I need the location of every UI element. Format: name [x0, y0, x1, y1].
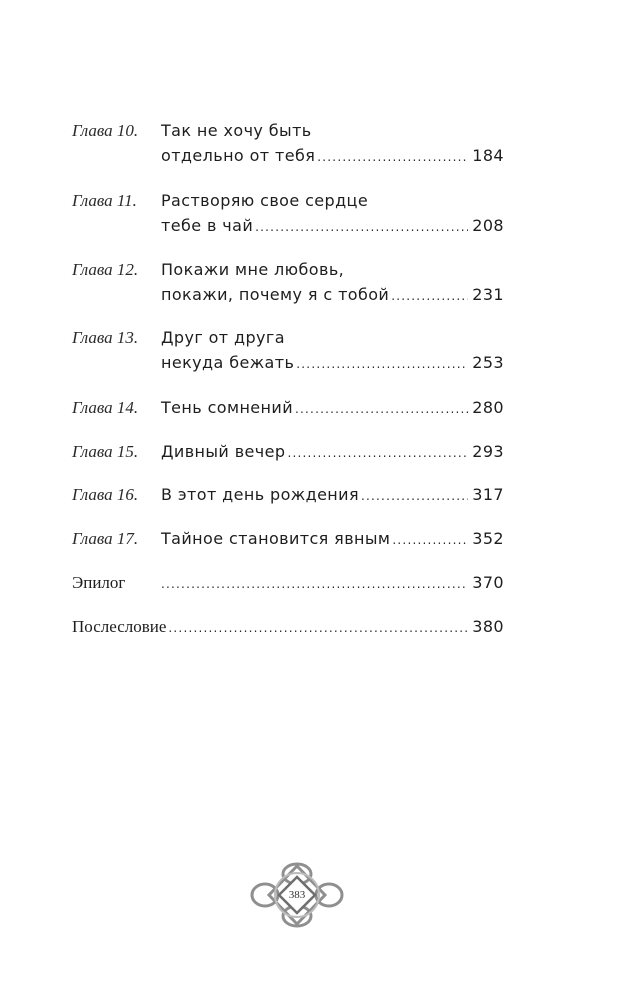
page-reference: 380 — [472, 617, 504, 636]
dot-leader — [161, 572, 468, 597]
page-reference: 184 — [472, 146, 504, 165]
page-reference: 280 — [472, 398, 504, 417]
afterword-label: Послесловие — [72, 617, 167, 636]
page-reference: 253 — [472, 353, 504, 372]
dot-leader — [287, 441, 468, 466]
chapter-title-line1: Покажи мне любовь, — [161, 260, 345, 279]
chapter-title-line2: покажи, почему я с тобой — [161, 285, 390, 304]
dot-leader — [296, 352, 468, 377]
chapter-label: Глава 11. — [72, 191, 137, 210]
chapter-label: Глава 13. — [72, 328, 139, 347]
chapter-title: В этот день рождения — [161, 485, 359, 504]
page-number-ornament — [245, 862, 349, 928]
page-reference: 208 — [472, 216, 504, 235]
chapter-title-line2: тебе в чай — [161, 216, 254, 235]
dot-leader — [168, 616, 468, 641]
dot-leader — [317, 145, 468, 170]
page-reference: 352 — [472, 529, 504, 548]
chapter-label: Глава 17. — [72, 529, 139, 548]
chapter-title-line1: Друг от друга — [161, 328, 285, 347]
chapter-title: Дивный вечер — [161, 442, 286, 461]
chapter-title: Тайное становится явным — [161, 529, 391, 548]
page-number: 383 — [288, 889, 306, 901]
dot-leader — [392, 528, 468, 553]
chapter-title-line1: Растворяю свое сердце — [161, 191, 369, 210]
dot-leader — [391, 284, 468, 309]
chapter-title-line1: Так не хочу быть — [161, 121, 312, 140]
page-reference: 370 — [472, 573, 504, 592]
chapter-label: Глава 15. — [72, 442, 139, 461]
epilogue-label: Эпилог — [72, 573, 126, 592]
chapter-label: Глава 10. — [72, 121, 139, 140]
chapter-title-line2: некуда бежать — [161, 353, 295, 372]
dot-leader — [255, 215, 468, 240]
page-reference: 231 — [472, 285, 504, 304]
dot-leader — [295, 397, 468, 422]
chapter-title: Тень сомнений — [161, 398, 294, 417]
chapter-label: Глава 12. — [72, 260, 139, 279]
dot-leader — [361, 484, 468, 509]
chapter-label: Глава 14. — [72, 398, 139, 417]
page-reference: 293 — [472, 442, 504, 461]
page-reference: 317 — [472, 485, 504, 504]
chapter-label: Глава 16. — [72, 485, 139, 504]
chapter-title-line2: отдельно от тебя — [161, 146, 316, 165]
